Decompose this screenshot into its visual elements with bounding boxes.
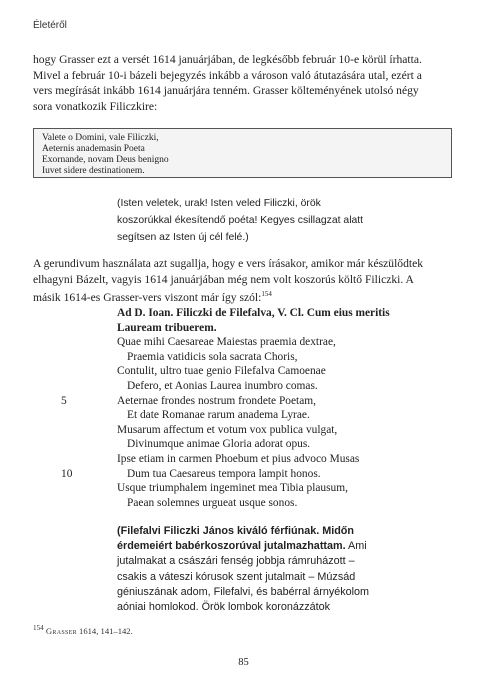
poem-line (117, 379, 457, 394)
poem-title-line: Ad D. Ioan. Filiczki de Filefalva, V. Cl. Cum eius meritis (117, 307, 390, 319)
translation-line: csakis a váteszi kórusok szent jutalmait – Múzsád (117, 570, 356, 583)
translation-line (117, 539, 460, 554)
poem-line-text: Ipse etiam in carmen Phoebum et pius advoco Musas (117, 452, 360, 465)
translation-line: segítsen az Isten új cél felé.) (117, 232, 249, 243)
paragraph-line: Mivel a február 10-i bázeli bejegyzés inkább a városon való átutazására utal, ezért a (33, 68, 422, 82)
quote-line: Aeternis anademasin Poeta (42, 144, 145, 154)
paragraph-intro (33, 52, 456, 114)
paragraph-line (33, 287, 456, 305)
poem-line (117, 496, 457, 511)
page-number: 85 (238, 657, 249, 668)
quote-line: Valete o Domini, vale Filiczki, (42, 133, 159, 143)
translation-line-text: Ami (345, 540, 367, 553)
poem-line-text: Defero, et Aonias Laurea inumbro comas. (127, 379, 318, 392)
poem-translation (117, 524, 460, 615)
poem-line-text: Usque triumphalem ingeminet mea Tibia plausum, (117, 482, 348, 495)
paragraph-line: hogy Grasser ezt a versét 1614 januárjában, de legkésőbb február 10-e körül írhatta. (33, 53, 422, 66)
poem-line-text: Quae mihi Caesareae Maiestas praemia dextrae, (117, 336, 336, 349)
translation-line: jutalmakat a császári fenség jobbja rámruházott – (117, 555, 355, 568)
poem-title-line: Lauream tribuerem. (117, 321, 217, 334)
translation-line: aóniai homlokod. Örök lombok koronázzátok (117, 601, 331, 614)
poem-line (117, 364, 457, 379)
poem-line (117, 350, 457, 365)
poem-line (117, 452, 457, 467)
translation-line: koszorúkkal ékesítendő poéta! Kegyes csillagzat alatt (117, 215, 364, 226)
poem-line-number: 5 (61, 394, 67, 407)
poem-line-text: Praemia vatidicis sola sacrata Choris, (127, 350, 298, 363)
footnote (33, 624, 133, 636)
paragraph-line: sora vonatkozik Filiczkire: (33, 99, 158, 113)
poem-line-text: Paean solemnes urgueat usque sonos. (127, 496, 298, 509)
paragraph-line-text: másik 1614-es Grasser-vers viszont már így szól: (33, 291, 262, 305)
footnote-author: Grasser (45, 625, 77, 636)
latin-quote-box (33, 128, 452, 178)
poem-line (117, 408, 457, 423)
poem-line (117, 423, 457, 438)
footnote-reference[interactable]: 154 (261, 290, 272, 299)
translation-title-line: (Filefalvi Filiczki János kiváló férfiúnak. Midőn (117, 525, 354, 537)
poem-line (61, 394, 457, 409)
poem-line-text: Contulit, ultro tuae genio Filefalva Camoenae (117, 365, 326, 378)
poem-line-text: Musarum affectum et votum vox publica vulgat, (117, 423, 338, 436)
quote-line: Exornande, novam Deus benigno (42, 155, 169, 165)
poem-body (61, 335, 457, 510)
paragraph-line: elhagyni Bázelt, vagyis 1614 januárjában még nem volt koszorús költő Filiczki. A (33, 272, 414, 286)
translation-title-line: érdemeiért babérkoszorúval jutalmazhattam. (117, 540, 346, 553)
poem-line-text: Aeternae frondes nostrum frondete Poetam, (117, 394, 316, 407)
paragraph-line: A gerundivum használata azt sugallja, hogy e vers írásakor, amikor már készülődtek (33, 257, 424, 270)
quote-translation (117, 195, 417, 246)
footnote-reference-text: 1614, 141–142. (79, 625, 133, 636)
poem-line-text: Dum tua Caesareus tempora lampit honos. (127, 467, 321, 480)
translation-line: géniuszának adom, Filefalvi, és babérral árnyékolom (117, 585, 370, 598)
paragraph-gerundive (33, 256, 456, 306)
running-head: Életéről (33, 20, 67, 31)
paragraph-line: vers megírását inkább 1614 januárjára tenném. Grasser költeményének utolsó négy (33, 84, 419, 98)
poem-line (117, 437, 457, 452)
translation-line: (Isten veletek, urak! Isten veled Filiczki, örök (117, 198, 321, 209)
poem-line-text: Divinumque animae Gloria adorat opus. (127, 438, 311, 451)
quote-line: Iuvet sidere destinationem. (42, 166, 145, 176)
poem-line (117, 335, 457, 350)
poem-line-text: Et date Romanae rarum anadema Lyrae. (127, 409, 310, 422)
latin-poem (61, 306, 457, 510)
poem-line (61, 467, 457, 482)
footnote-number: 154 (33, 624, 44, 632)
poem-line-number: 10 (61, 467, 73, 480)
poem-line (117, 481, 457, 496)
